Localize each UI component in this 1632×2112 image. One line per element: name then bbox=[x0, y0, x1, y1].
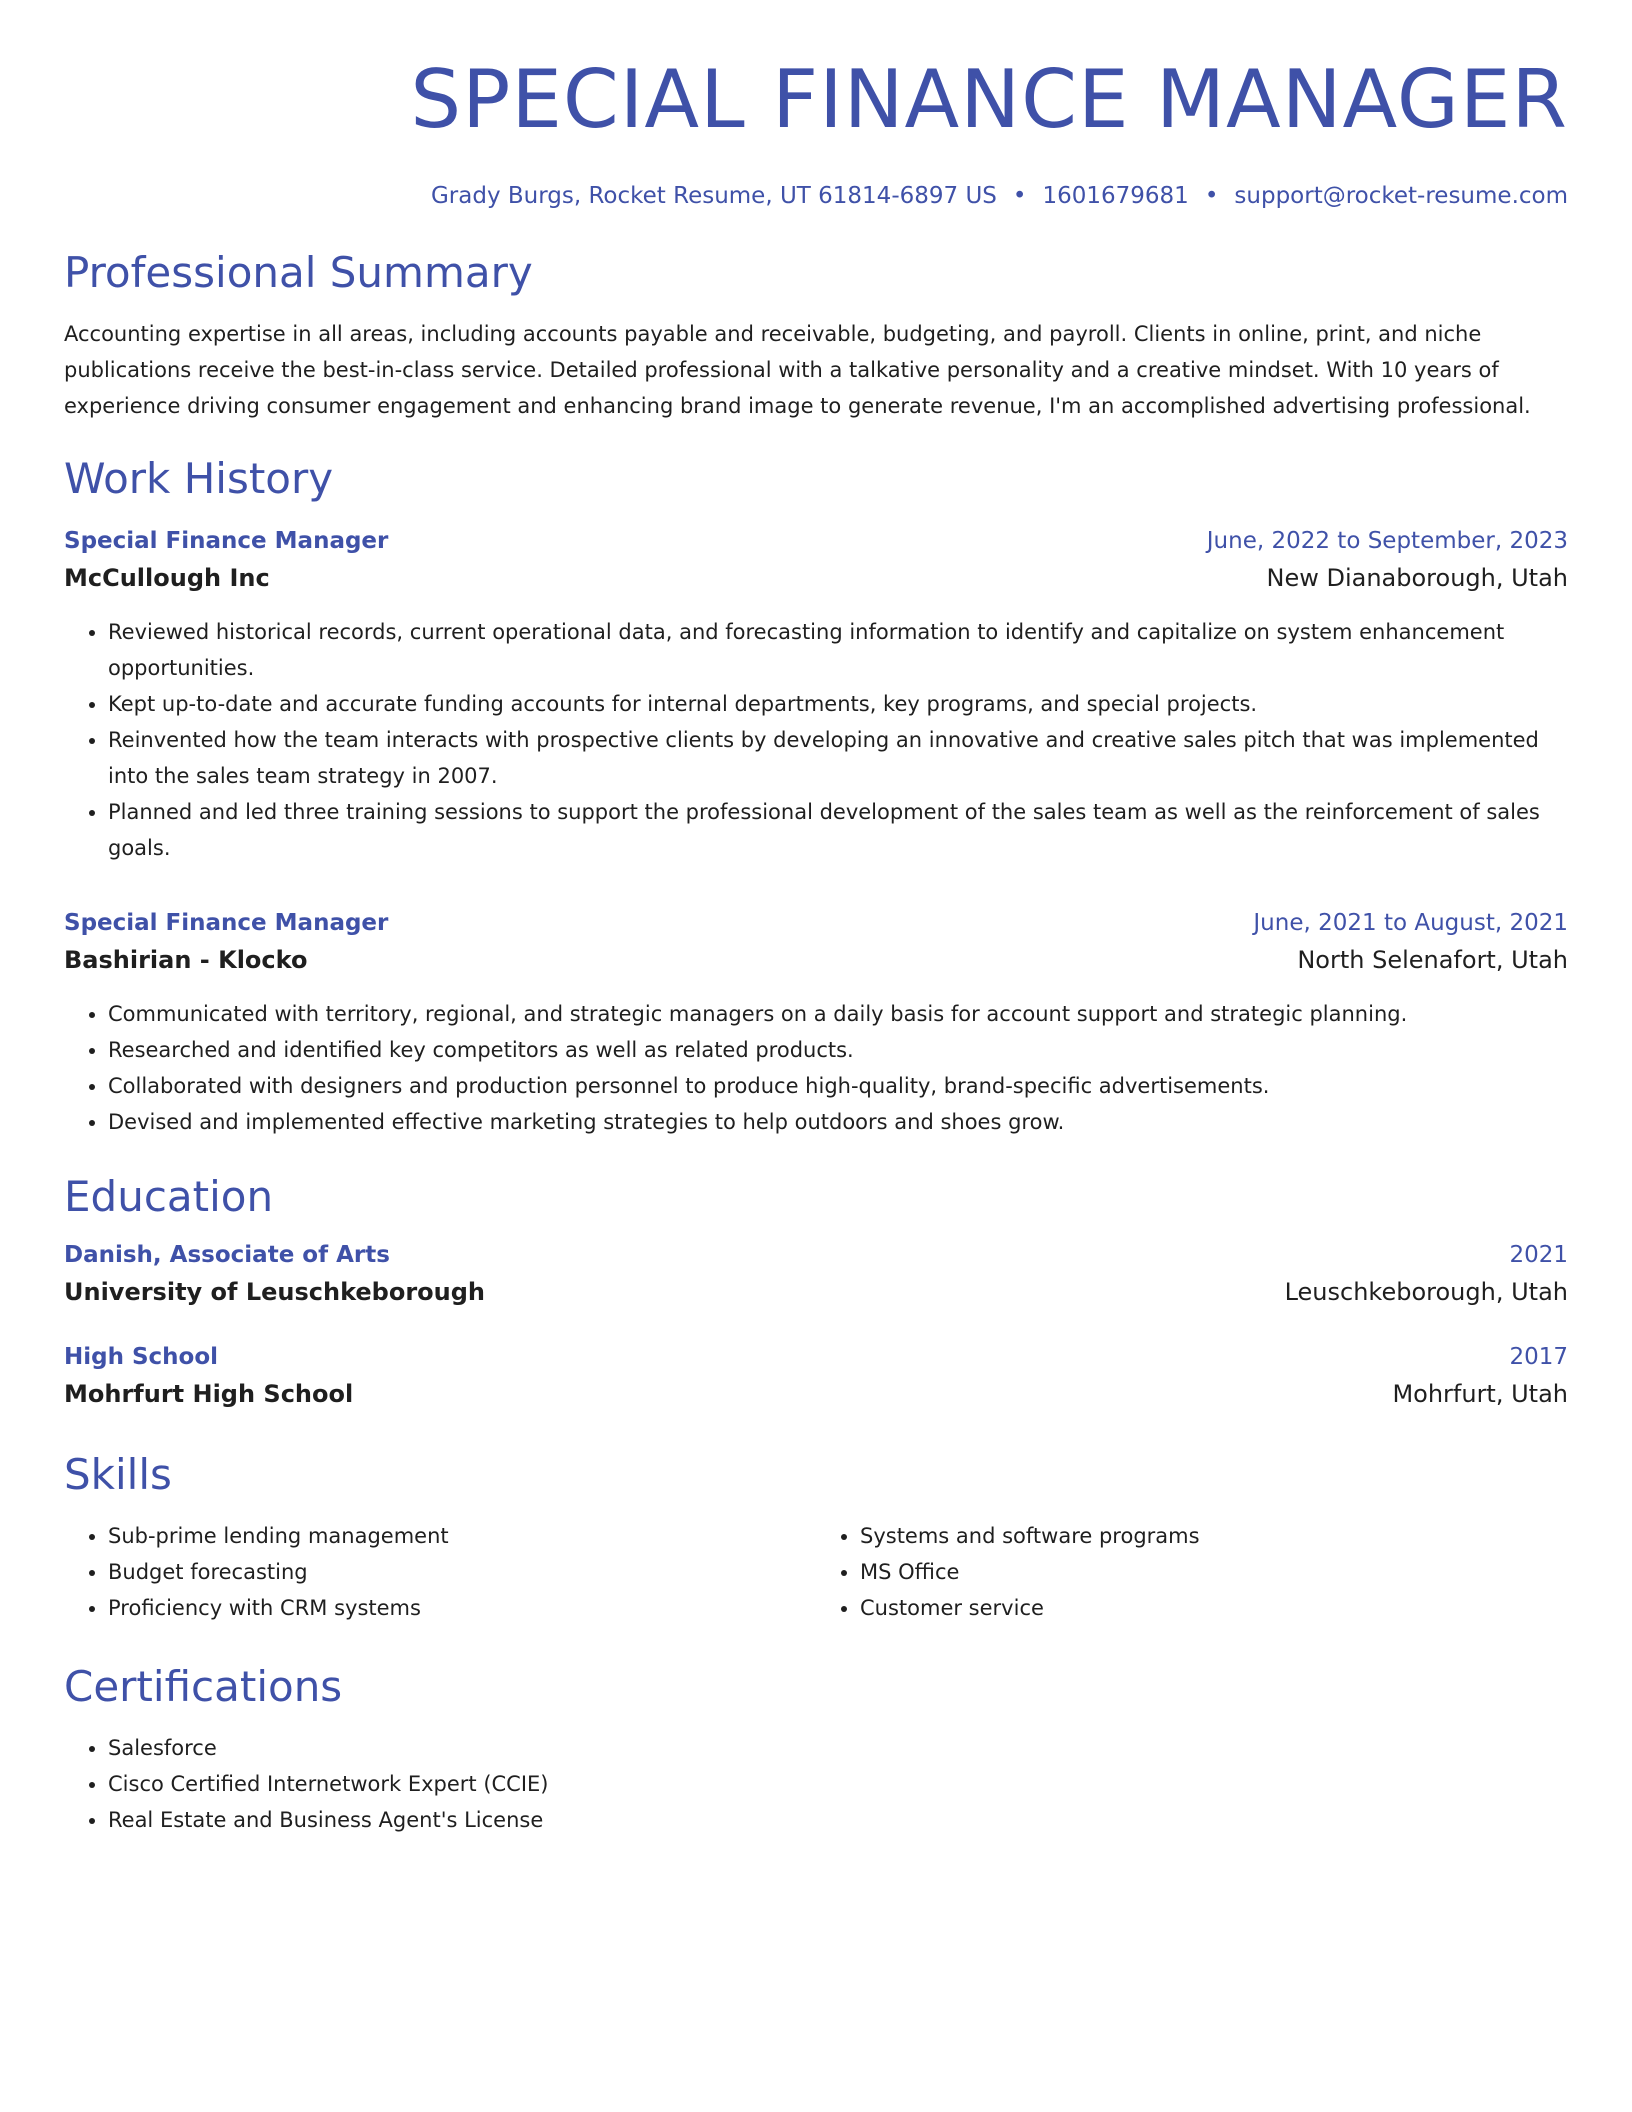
job-dates: June, 2021 to August, 2021 bbox=[1253, 910, 1568, 936]
skills-column-right bbox=[816, 1518, 1568, 1626]
education-location: Leuschkeborough, Utah bbox=[1284, 1278, 1568, 1306]
contact-separator: • bbox=[1012, 183, 1027, 209]
job-dates: June, 2022 to September, 2023 bbox=[1206, 528, 1568, 554]
skill-item: • Customer service bbox=[860, 1590, 1568, 1626]
job-bullet: • Researched and identified key competitors as well as related products. bbox=[108, 1032, 1568, 1068]
education-entry bbox=[64, 1340, 1568, 1414]
job-bullet: • Planned and led three training sessions to support the professional development of the sales team as well as the reinforcement of sales goals. bbox=[108, 794, 1568, 866]
education-entry bbox=[64, 1238, 1568, 1312]
contact-line bbox=[64, 180, 1568, 212]
skill-item: • Sub-prime lending management bbox=[108, 1518, 816, 1554]
certification-item: • Salesforce bbox=[108, 1730, 1568, 1766]
education-location: Mohrfurt, Utah bbox=[1392, 1380, 1568, 1408]
job-company: McCullough Inc bbox=[64, 564, 270, 592]
job-location: North Selenafort, Utah bbox=[1297, 946, 1568, 974]
job-entry bbox=[64, 906, 1568, 1140]
job-company-row bbox=[64, 558, 1568, 598]
job-bullet: • Devised and implemented effective marketing strategies to help outdoors and shoes grow. bbox=[108, 1104, 1568, 1140]
education-header-row bbox=[64, 1238, 1568, 1272]
education-year: 2017 bbox=[1509, 1344, 1568, 1370]
education-degree: High School bbox=[64, 1344, 219, 1370]
work-history-heading: Work History bbox=[64, 454, 334, 503]
job-bullet: • Communicated with territory, regional, and strategic managers on a daily basis for account support and strategic planning. bbox=[108, 996, 1568, 1032]
contact-phone: 1601679681 bbox=[1042, 183, 1189, 209]
resume-header bbox=[64, 0, 1568, 212]
job-bullets bbox=[64, 996, 1568, 1140]
contact-separator: • bbox=[1204, 183, 1219, 209]
job-bullet: • Reinvented how the team interacts with prospective clients by developing an innovative and creative sales pitch that was implemented into the sales team strategy in 2007. bbox=[108, 722, 1568, 794]
education-school-row bbox=[64, 1272, 1568, 1312]
skill-item: • Systems and software programs bbox=[860, 1518, 1568, 1554]
job-entry bbox=[64, 524, 1568, 866]
contact-address: Grady Burgs, Rocket Resume, UT 61814-6897 US bbox=[430, 183, 997, 209]
skill-item: • Budget forecasting bbox=[108, 1554, 816, 1590]
job-company-row bbox=[64, 940, 1568, 980]
skill-item: • Proficiency with CRM systems bbox=[108, 1590, 816, 1626]
job-bullet: • Kept up-to-date and accurate funding accounts for internal departments, key programs, and special projects. bbox=[108, 686, 1568, 722]
education-heading: Education bbox=[64, 1172, 274, 1221]
summary-text: Accounting expertise in all areas, including accounts payable and receivable, budgeting, and payroll. Clients in online, print, and niche publications receive the best-in-class service. Detailed professional with a talkative personality and a creative mindset. With 10 years of experience driving consumer engagement and enhancing brand image to generate revenue, I'm an accomplished advertising professional. bbox=[64, 322, 1531, 418]
job-role: Special Finance Manager bbox=[64, 910, 389, 936]
skills-grid bbox=[64, 1518, 1568, 1626]
job-header-row bbox=[64, 524, 1568, 558]
certification-item: • Real Estate and Business Agent's License bbox=[108, 1802, 1568, 1838]
certification-item: • Cisco Certified Internetwork Expert (CCIE) bbox=[108, 1766, 1568, 1802]
education-header-row bbox=[64, 1340, 1568, 1374]
job-company: Bashirian - Klocko bbox=[64, 946, 308, 974]
education-school: University of Leuschkeborough bbox=[64, 1278, 486, 1306]
education-school: Mohrfurt High School bbox=[64, 1380, 354, 1408]
resume-title: SPECIAL FINANCE MANAGER bbox=[410, 53, 1568, 146]
skills-heading: Skills bbox=[64, 1450, 172, 1499]
job-role: Special Finance Manager bbox=[64, 528, 389, 554]
summary-heading: Professional Summary bbox=[64, 248, 533, 297]
skill-item: • MS Office bbox=[860, 1554, 1568, 1590]
contact-email[interactable]: support@rocket-resume.com bbox=[1234, 183, 1568, 209]
job-bullet: • Collaborated with designers and production personnel to produce high-quality, brand-specific advertisements. bbox=[108, 1068, 1568, 1104]
certifications-heading: Certifications bbox=[64, 1662, 343, 1711]
certifications-list bbox=[64, 1730, 1568, 1838]
job-bullets bbox=[64, 614, 1568, 866]
skills-column-left bbox=[64, 1518, 816, 1626]
job-location: New Dianaborough, Utah bbox=[1266, 564, 1568, 592]
education-school-row bbox=[64, 1374, 1568, 1414]
job-header-row bbox=[64, 906, 1568, 940]
education-degree: Danish, Associate of Arts bbox=[64, 1242, 390, 1268]
job-bullet: • Reviewed historical records, current operational data, and forecasting information to identify and capitalize on system enhancement opportunities. bbox=[108, 614, 1568, 686]
education-year: 2021 bbox=[1509, 1242, 1568, 1268]
